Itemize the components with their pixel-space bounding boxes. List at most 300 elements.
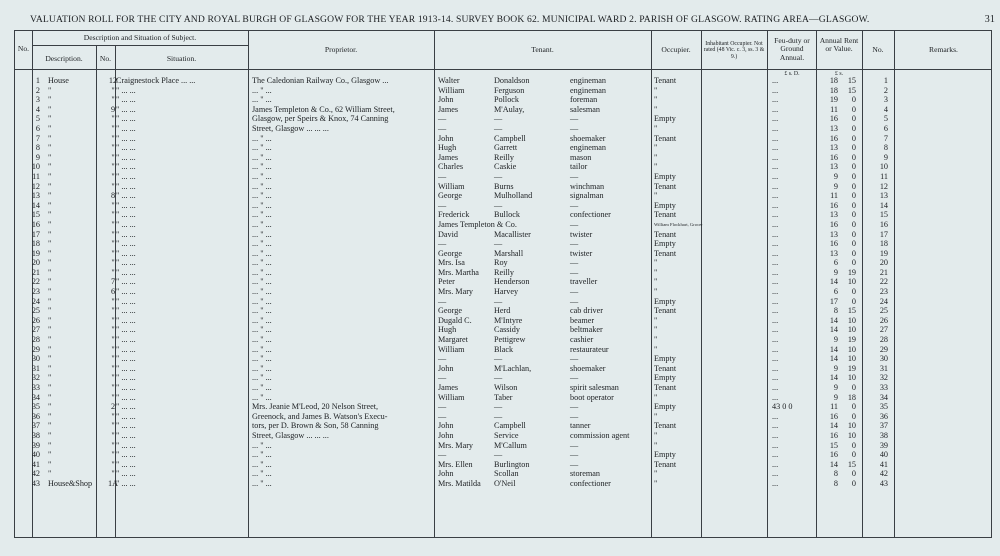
tenant-profession: — xyxy=(570,450,579,460)
rent-shillings: 0 xyxy=(851,123,856,133)
tenant-last-name: Mulholland xyxy=(494,191,533,201)
occupier-cell: Tenant xyxy=(654,383,677,392)
rent-shillings: 15 xyxy=(847,306,856,316)
rent-shillings: 0 xyxy=(851,104,856,114)
rent-pounds: 17 xyxy=(829,296,838,306)
tenant-last-name: Reilly xyxy=(494,152,515,162)
feu-duty-cell: ... xyxy=(772,123,779,133)
table-row xyxy=(14,287,992,297)
tenant-profession: signalman xyxy=(570,191,604,201)
rent-pounds: 14 xyxy=(829,315,838,325)
tenant-last-name: Macallister xyxy=(494,229,531,239)
rent-shillings: 0 xyxy=(851,133,856,143)
entry-number-right: 29 xyxy=(879,344,888,354)
entry-number: 3 xyxy=(35,95,40,105)
tenant-profession: boot operator xyxy=(570,392,614,402)
entry-number-right: 27 xyxy=(879,325,888,335)
proprietor-cell: ... " ... xyxy=(252,469,272,479)
rent-pounds: 16 xyxy=(829,411,838,421)
entry-number-right: 37 xyxy=(879,421,888,431)
proprietor-cell: Street, Glasgow ... ... ... xyxy=(252,430,329,440)
entry-number: 15 xyxy=(31,210,40,220)
rent-pounds: 14 xyxy=(829,325,838,335)
rent-pounds: 9 xyxy=(833,267,838,277)
table-row xyxy=(14,249,992,259)
occupier-cell: Empty xyxy=(654,114,676,124)
description-cell: " xyxy=(48,143,52,153)
tenant-profession: — xyxy=(570,171,579,181)
street-number-cell: 12 xyxy=(108,76,118,85)
feu-duty-cell: ... xyxy=(772,191,779,201)
entry-number-right: 41 xyxy=(879,459,888,469)
table-row xyxy=(14,76,992,86)
tenant-last-name: Bullock xyxy=(494,210,520,220)
entry-number-right: 42 xyxy=(879,469,888,479)
street-number-cell: " xyxy=(111,200,115,210)
table-row xyxy=(14,95,992,105)
tenant-profession: cashier xyxy=(570,335,594,345)
tenant-last-name: — xyxy=(494,354,503,364)
occupier-cell: " xyxy=(654,85,658,95)
entry-number: 13 xyxy=(31,191,40,201)
tenant-first-name: John xyxy=(438,421,454,431)
table-row xyxy=(14,393,992,403)
tenant-first-name: James xyxy=(438,152,459,162)
tenant-profession: — xyxy=(570,459,579,469)
feu-duty-cell: ... xyxy=(772,335,779,345)
table-row xyxy=(14,479,992,489)
entry-number: 36 xyxy=(31,411,40,421)
street-number-cell: " xyxy=(111,363,115,373)
street-number-cell: " xyxy=(111,114,115,124)
entry-number: 42 xyxy=(31,469,40,479)
rent-pounds: 14 xyxy=(829,421,838,431)
table-row xyxy=(14,277,992,287)
tenant-first-name: William xyxy=(438,85,465,95)
tenant-first-name: — xyxy=(438,450,447,460)
feu-duty-cell: 43 0 0 xyxy=(772,402,793,412)
rent-pounds: 14 xyxy=(829,459,838,469)
street-number-cell: 2 xyxy=(110,402,116,412)
rent-shillings: 0 xyxy=(851,239,856,249)
tenant-last-name: M'Intyre xyxy=(494,315,523,325)
entry-number: 32 xyxy=(31,373,40,383)
feu-duty-cell: ... xyxy=(772,258,779,268)
tenant-profession: — xyxy=(570,267,579,277)
proprietor-cell: ... " ... xyxy=(252,181,272,191)
rent-pounds: 18 xyxy=(829,76,838,85)
rent-pounds: 6 xyxy=(833,287,838,297)
tenant-profession: engineman xyxy=(570,143,606,153)
rent-pounds: 8 xyxy=(833,306,838,316)
entry-number-right: 25 xyxy=(879,306,888,316)
feu-duty-cell: ... xyxy=(772,85,779,95)
street-number-cell: " xyxy=(111,306,115,316)
street-number-cell: 1A xyxy=(107,478,118,488)
street-number-cell: " xyxy=(111,430,115,440)
rent-pounds: 11 xyxy=(830,191,838,201)
feu-duty-cell: ... xyxy=(772,383,779,392)
proprietor-cell: ... " ... xyxy=(252,248,272,258)
tenant-profession: — xyxy=(570,239,579,249)
feu-duty-cell: ... xyxy=(772,459,779,469)
tenant-last-name: — xyxy=(494,200,503,210)
situation-cell: " ... ... xyxy=(116,325,136,335)
feu-duty-cell: ... xyxy=(772,450,779,460)
tenant-last-name: Black xyxy=(494,344,514,354)
entry-number: 7 xyxy=(35,133,40,143)
description-cell: " xyxy=(48,363,52,373)
tenant-first-name: James Templeton & Co. xyxy=(438,219,517,229)
occupier-cell: Tenant xyxy=(654,459,677,469)
rent-pounds: 16 xyxy=(829,133,838,143)
col-inhabitant-header: Inhabitant Occupier. Not rated (48 Vic. c. 3, ss. 3 & 9.) xyxy=(703,41,765,60)
rent-shillings: 0 xyxy=(851,450,856,460)
table-row xyxy=(14,431,992,441)
rent-shillings: 15 xyxy=(847,76,856,85)
table-row xyxy=(14,153,992,163)
occupier-cell: " xyxy=(654,104,658,114)
occupier-cell: Empty xyxy=(654,296,676,306)
tenant-profession: twister xyxy=(570,229,593,239)
rent-shillings: 0 xyxy=(851,191,856,201)
entry-number-right: 22 xyxy=(879,277,888,287)
tenant-profession: cab driver xyxy=(570,306,603,316)
entry-number-right: 9 xyxy=(883,152,888,162)
street-number-cell: " xyxy=(111,411,115,421)
rent-shillings: 10 xyxy=(847,430,856,440)
occupier-cell: " xyxy=(654,478,658,488)
situation-cell: " ... ... xyxy=(116,104,136,114)
tenant-last-name: Pettigrew xyxy=(494,335,526,345)
rent-pounds: 14 xyxy=(829,344,838,354)
feu-duty-cell: ... xyxy=(772,152,779,162)
entry-number: 40 xyxy=(31,450,40,460)
table-row xyxy=(14,450,992,460)
header-rule xyxy=(15,69,991,70)
tenant-last-name: Burns xyxy=(494,181,514,191)
proprietor-cell: ... " ... xyxy=(252,95,272,105)
situation-cell: Craignestock Place ... ... xyxy=(116,76,196,85)
feu-duty-cell: ... xyxy=(772,114,779,124)
occupier-cell: " xyxy=(654,191,658,201)
situation-cell: " ... ... xyxy=(116,354,136,364)
situation-cell: " ... ... xyxy=(116,315,136,325)
feu-duty-cell: ... xyxy=(772,296,779,306)
feu-duty-cell: ... xyxy=(772,229,779,239)
description-cell: " xyxy=(48,315,52,325)
situation-cell: " ... ... xyxy=(116,239,136,249)
tenant-first-name: Peter xyxy=(438,277,455,287)
rent-shillings: 18 xyxy=(847,392,856,402)
table-row xyxy=(14,210,992,220)
situation-cell: " ... ... xyxy=(116,459,136,469)
table-row xyxy=(14,162,992,172)
proprietor-cell: ... " ... xyxy=(252,152,272,162)
occupier-cell: Tenant xyxy=(654,363,677,373)
occupier-cell: " xyxy=(654,344,658,354)
tenant-first-name: George xyxy=(438,248,462,258)
tenant-profession: — xyxy=(570,354,579,364)
situation-cell: " ... ... xyxy=(116,162,136,172)
situation-cell: " ... ... xyxy=(116,200,136,210)
description-cell: " xyxy=(48,354,52,364)
situation-cell: " ... ... xyxy=(116,335,136,345)
feu-duty-cell: ... xyxy=(772,325,779,335)
tenant-first-name: John xyxy=(438,430,454,440)
entry-number: 31 xyxy=(31,363,40,373)
feu-duty-cell: ... xyxy=(772,430,779,440)
tenant-first-name: Margaret xyxy=(438,335,468,345)
table-row xyxy=(14,86,992,96)
table-row xyxy=(14,124,992,134)
table-body xyxy=(14,76,992,489)
entry-number-right: 30 xyxy=(879,354,888,364)
description-cell: " xyxy=(48,373,52,383)
table-row xyxy=(14,134,992,144)
occupier-cell: Tenant xyxy=(654,421,677,431)
occupier-cell: " xyxy=(654,95,658,105)
proprietor-cell: Greenock, and James B. Watson's Execu- xyxy=(252,411,388,421)
rent-pounds: 13 xyxy=(829,210,838,220)
rent-shillings: 0 xyxy=(851,383,856,392)
table-row xyxy=(14,191,992,201)
tenant-first-name: John xyxy=(438,363,454,373)
street-number-cell: " xyxy=(111,315,115,325)
table-row xyxy=(14,220,992,230)
proprietor-cell: ... " ... xyxy=(252,478,272,488)
proprietor-cell: ... " ... xyxy=(252,335,272,345)
table-row xyxy=(14,268,992,278)
col-no-header: No. xyxy=(17,44,30,53)
rent-pounds: 16 xyxy=(829,239,838,249)
tenant-profession: — xyxy=(570,296,579,306)
rent-shillings: 10 xyxy=(847,325,856,335)
feu-duty-cell: ... xyxy=(772,469,779,479)
feu-duty-cell: ... xyxy=(772,210,779,220)
rent-shillings: 0 xyxy=(851,181,856,191)
description-cell: " xyxy=(48,267,52,277)
tenant-first-name: — xyxy=(438,123,447,133)
rent-shillings: 10 xyxy=(847,344,856,354)
proprietor-cell: James Templeton & Co., 62 William Street, xyxy=(252,104,395,114)
feu-duty-cell: ... xyxy=(772,277,779,287)
table-row xyxy=(14,306,992,316)
tenant-profession: tailor xyxy=(570,162,588,172)
rent-shillings: 0 xyxy=(851,411,856,421)
tenant-profession: storeman xyxy=(570,469,601,479)
entry-number-right: 19 xyxy=(879,248,888,258)
description-cell: " xyxy=(48,85,52,95)
tenant-profession: confectioner xyxy=(570,478,611,488)
table-row xyxy=(14,373,992,383)
proprietor-cell: ... " ... xyxy=(252,143,272,153)
tenant-last-name: M'Aulay, xyxy=(494,104,525,114)
street-number-cell: " xyxy=(111,450,115,460)
feu-duty-cell: ... xyxy=(772,248,779,258)
feu-duty-cell: ... xyxy=(772,392,779,402)
rent-pounds: 16 xyxy=(829,152,838,162)
rent-pounds: 11 xyxy=(830,402,838,412)
occupier-cell: " xyxy=(654,277,658,287)
situation-cell: " ... ... xyxy=(116,95,136,105)
street-number-cell: " xyxy=(111,335,115,345)
rent-pounds: 9 xyxy=(833,363,838,373)
tenant-last-name: Herd xyxy=(494,306,511,316)
rent-shillings: 0 xyxy=(851,248,856,258)
situation-cell: " ... ... xyxy=(116,152,136,162)
street-number-cell: " xyxy=(111,248,115,258)
proprietor-cell: ... " ... xyxy=(252,287,272,297)
rent-shillings: 0 xyxy=(851,210,856,220)
tenant-last-name: — xyxy=(494,171,503,181)
tenant-first-name: James xyxy=(438,383,459,392)
tenant-first-name: — xyxy=(438,114,447,124)
tenant-profession: — xyxy=(570,123,579,133)
entry-number: 25 xyxy=(31,306,40,316)
table-row xyxy=(14,460,992,470)
entry-number: 34 xyxy=(31,392,40,402)
description-cell: " xyxy=(48,95,52,105)
rent-pounds: 14 xyxy=(829,277,838,287)
tenant-first-name: John xyxy=(438,469,454,479)
proprietor-cell: tors, per D. Brown & Son, 58 Canning xyxy=(252,421,379,431)
entry-number-right: 39 xyxy=(879,440,888,450)
description-cell: " xyxy=(48,411,52,421)
proprietor-cell: ... " ... xyxy=(252,315,272,325)
street-number-cell: 7 xyxy=(110,277,116,287)
occupier-cell: " xyxy=(654,392,658,402)
description-cell: " xyxy=(48,335,52,345)
tenant-last-name: — xyxy=(494,239,503,249)
proprietor-cell: ... " ... xyxy=(252,306,272,316)
table-row xyxy=(14,105,992,115)
street-number-cell: " xyxy=(111,229,115,239)
feu-duty-cell: ... xyxy=(772,143,779,153)
description-cell: " xyxy=(48,123,52,133)
situation-cell: " ... ... xyxy=(116,229,136,239)
rent-pounds: 13 xyxy=(829,162,838,172)
proprietor-cell: ... " ... xyxy=(252,354,272,364)
feu-duty-cell: ... xyxy=(772,200,779,210)
situation-cell: " ... ... xyxy=(116,143,136,153)
entry-number: 39 xyxy=(31,440,40,450)
entry-number-right: 32 xyxy=(879,373,888,383)
col-description-header: Description. xyxy=(45,54,83,63)
rent-pounds: 16 xyxy=(829,219,838,229)
entry-number-right: 4 xyxy=(883,104,888,114)
tenant-first-name: John xyxy=(438,95,454,105)
rent-pounds: 6 xyxy=(833,258,838,268)
proprietor-cell: ... " ... xyxy=(252,162,272,172)
entry-number: 37 xyxy=(31,421,40,431)
situation-cell: " ... ... xyxy=(116,210,136,220)
table-row xyxy=(14,441,992,451)
feu-duty-cell: ... xyxy=(772,181,779,191)
rent-shillings: 0 xyxy=(851,200,856,210)
occupier-cell: " xyxy=(654,258,658,268)
rent-shillings: 0 xyxy=(851,287,856,297)
entry-number-right: 10 xyxy=(879,162,888,172)
entry-number-right: 6 xyxy=(883,123,888,133)
rent-shillings: 0 xyxy=(851,469,856,479)
rent-pounds: 13 xyxy=(829,248,838,258)
entry-number-right: 16 xyxy=(879,219,888,229)
occupier-cell: Empty xyxy=(654,402,676,412)
proprietor-cell: Mrs. Jeanie M'Leod, 20 Nelson Street, xyxy=(252,402,379,412)
feu-duty-cell: ... xyxy=(772,363,779,373)
col-situation-header: Situation. xyxy=(166,54,197,63)
table-row xyxy=(14,230,992,240)
situation-cell: " ... ... xyxy=(116,411,136,421)
description-cell: " xyxy=(48,325,52,335)
entry-number: 41 xyxy=(31,459,40,469)
rent-shillings: 19 xyxy=(847,363,856,373)
tenant-last-name: — xyxy=(494,450,503,460)
tenant-first-name: James xyxy=(438,104,459,114)
proprietor-cell: ... " ... xyxy=(252,133,272,143)
street-number-cell: " xyxy=(111,325,115,335)
entry-number-right: 14 xyxy=(879,200,888,210)
rent-shillings: 15 xyxy=(847,459,856,469)
entry-number-right: 40 xyxy=(879,450,888,460)
tenant-first-name: Charles xyxy=(438,162,464,172)
tenant-last-name: Reilly xyxy=(494,267,515,277)
street-number-cell: " xyxy=(111,344,115,354)
tenant-first-name: Frederick xyxy=(438,210,470,220)
proprietor-cell: ... " ... xyxy=(252,459,272,469)
table-row xyxy=(14,469,992,479)
rent-shillings: 19 xyxy=(847,267,856,277)
proprietor-cell: ... " ... xyxy=(252,325,272,335)
description-cell: " xyxy=(48,421,52,431)
description-cell: " xyxy=(48,277,52,287)
tenant-last-name: — xyxy=(494,402,503,412)
situation-cell: " ... ... xyxy=(116,248,136,258)
roll-title: VALUATION ROLL FOR THE CITY AND ROYAL BURGH OF GLASGOW FOR THE YEAR 1913-14. SURVEY BOOK 62. MUNICIPAL WARD 2. PARISH OF GLASGOW. RATING AREA—GLASGOW. xyxy=(30,14,870,25)
entry-number: 21 xyxy=(31,267,40,277)
feu-duty-cell: ... xyxy=(772,171,779,181)
proprietor-cell: ... " ... xyxy=(252,450,272,460)
street-number-cell: " xyxy=(111,123,115,133)
entry-number-right: 3 xyxy=(883,95,888,105)
tenant-profession: confectioner xyxy=(570,210,611,220)
entry-number-right: 1 xyxy=(883,76,888,85)
street-number-cell: " xyxy=(111,181,115,191)
rent-pounds: 14 xyxy=(829,354,838,364)
entry-number-right: 15 xyxy=(879,210,888,220)
tenant-profession: twister xyxy=(570,248,593,258)
occupier-cell: Tenant xyxy=(654,76,677,85)
rent-shillings: 10 xyxy=(847,354,856,364)
col-remarks-header: Remarks. xyxy=(929,45,958,54)
feu-duty-cell: ... xyxy=(772,411,779,421)
proprietor-cell: ... " ... xyxy=(252,277,272,287)
proprietor-cell: ... " ... xyxy=(252,383,272,392)
rent-shillings: 10 xyxy=(847,315,856,325)
rent-pounds: 9 xyxy=(833,171,838,181)
rent-pounds: 13 xyxy=(829,123,838,133)
rent-pounds: 9 xyxy=(833,335,838,345)
description-cell: " xyxy=(48,162,52,172)
proprietor-cell: ... " ... xyxy=(252,344,272,354)
tenant-first-name: Dugald C. xyxy=(438,315,472,325)
description-cell: " xyxy=(48,191,52,201)
rent-pounds: 16 xyxy=(829,450,838,460)
table-row xyxy=(14,201,992,211)
feu-duty-cell: ... xyxy=(772,315,779,325)
entry-number-right: 5 xyxy=(883,114,888,124)
